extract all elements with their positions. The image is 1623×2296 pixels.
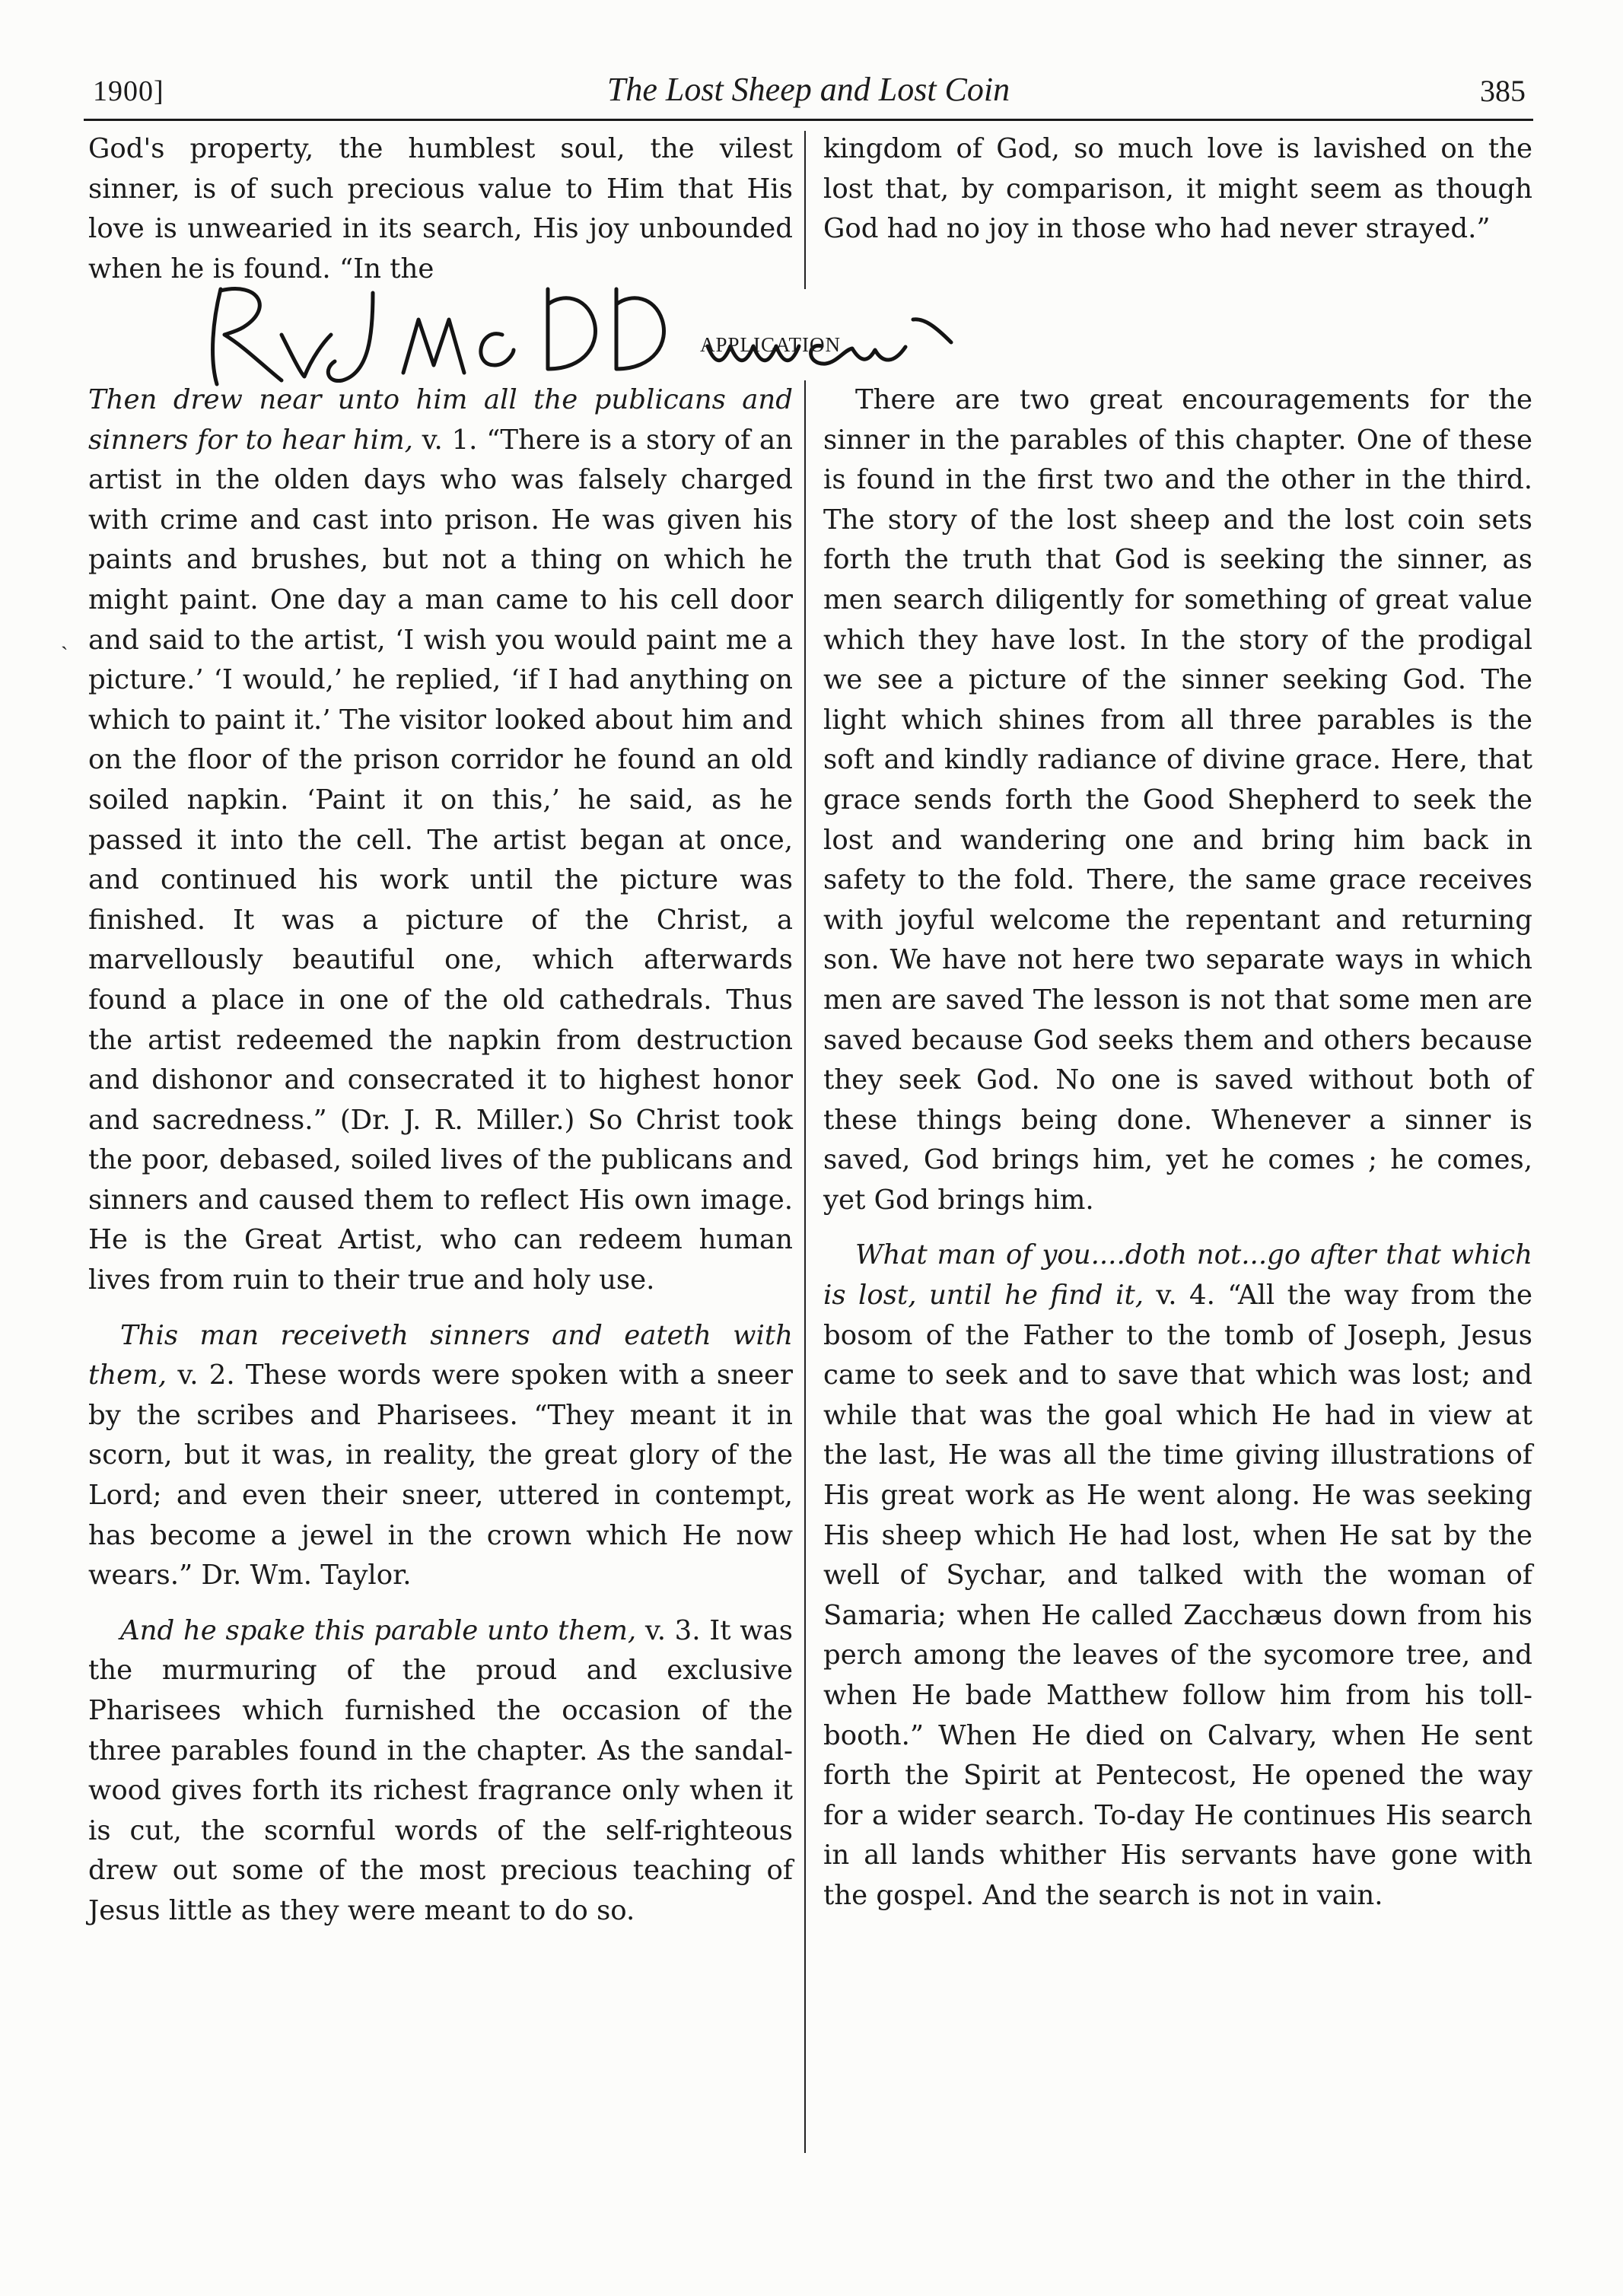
section-heading: APPLICATION bbox=[700, 333, 842, 356]
scripture-lead: This man receiveth sinners and eateth with them, bbox=[88, 1319, 793, 1391]
scripture-lead: And he spake this parable unto them, bbox=[120, 1614, 637, 1646]
paragraph-body: v. 2. These words were spoken with a sneer by the scribes and Pharisees. “They meant it in scorn, but it was, in reality, the great glory of the Lord; and even their sneer, uttered in contempt, has become a jewel in the crown which He now wears.” Dr. Wm. Taylor. bbox=[88, 1359, 793, 1592]
header-rule bbox=[84, 119, 1533, 121]
paragraph-body: v. 4. “All the way from the bosom of the Father to the tomb of Joseph, Jesus came to seek and to save that which was lost; and while that was the goal which He had in view at the last, He was all the time giving illustrations of His great work as He went along. He was seeking His sheep which He had lost, when He sat by the well of Sychar, and talked with the woman of Samaria; when He called Zacchæus down from his perch among the leaves of the sycomore tree, and when He bade Matthew follow him from his toll-booth.” When He died on Calvary, when He sent forth the Spirit at Pentecost, He opened the way for a wider search. To-day He continues His search in all lands whither His servants have gone with the gospel. And the search is not in vain. bbox=[823, 1280, 1533, 1911]
right-column bbox=[823, 380, 1532, 1916]
continuation-left bbox=[88, 129, 793, 289]
header-title: The Lost Sheep and Lost Coin bbox=[606, 71, 1010, 108]
scripture-lead: What man of you....doth not...go after that which is lost, until he find it, bbox=[823, 1239, 1532, 1312]
column-divider bbox=[804, 380, 806, 2153]
paragraph bbox=[88, 1316, 793, 1596]
paragraph bbox=[823, 1235, 1532, 1916]
paragraph bbox=[88, 1611, 793, 1932]
paragraph-body: v. 3. It was the murmuring of the proud and exclusive Pharisees which furnished the occasion of the three parables found in the chapter. As the sandal-wood gives forth its richest fragrance only when it is cut, the scornful words of the self-righteous drew out some of the most precious teaching of Jesus little as they were meant to do so. bbox=[88, 1614, 793, 1926]
continuation-right bbox=[823, 129, 1532, 250]
margin-mark: ˎ bbox=[61, 625, 68, 650]
paragraph-body: There are two great encouragements for the sinner in the parables of this chapter. One of these is found in the first two and the other in the third. The story of the lost sheep and the lost coin sets forth the truth that God is seeking the sinner, as men search diligently for something of great value which they have lost. In the story of the prodigal we see a picture of the sinner seeking God. The light which shines from all three parables is the soft and kindly radiance of divine grace. Here, that grace sends forth the Good Shepherd to seek the lost and wandering one and bring him back in safety to the fold. There, the same grace receives with joyful welcome the repentant and returning son. We have not here two separate ways in which men are saved The lesson is not that some men are saved because God seeks them and others because they seek God. No one is saved without both of these things being done. Whenever a sinner is saved, God brings him, yet he comes ; he comes, yet God brings him. bbox=[823, 384, 1532, 1216]
paragraph bbox=[88, 380, 793, 1301]
page-number: 385 bbox=[1480, 74, 1526, 108]
column-divider-top bbox=[804, 131, 806, 289]
header-year: 1900] bbox=[93, 75, 164, 107]
left-column bbox=[88, 380, 793, 1932]
continuation-right-text: kingdom of God, so much love is lavished on the lost that, by comparison, it might seem as though God had no joy in those who had never strayed.” bbox=[823, 133, 1532, 245]
scripture-lead: Then drew near unto him all the publicans and sinners for to hear him, bbox=[88, 384, 793, 456]
paragraph bbox=[823, 380, 1532, 1220]
handwritten-signature bbox=[190, 274, 966, 388]
continuation-left-text: God's property, the humblest soul, the vilest sinner, is of such precious value to Him that His love is unwearied in its search, His joy unbounded when he is found. “In the bbox=[88, 133, 793, 285]
paragraph-body: v. 1. “There is a story of an artist in the olden days who was falsely charged with crime and cast into prison. He was given his paints and brushes, but not a thing on which he might paint. One day a man came to his cell door and said to the artist, ‘I wish you would paint me a picture.’ ‘I would,’ he replied, ‘if I had anything on which to paint it.’ The visitor looked about him and on the floor of the prison corridor he found an old soiled napkin. ‘Paint it on this,’ he said, as he passed it into the cell. The artist began at once, and continued his work until the picture was finished. It was a picture of the Christ, a marvellously beautiful one, which afterwards found a place in one of the old cathedrals. Thus the artist redeemed the napkin from destruction and dishonor and consecrated it to highest honor and sacredness.” (Dr. J. R. Miller.) So Christ took the poor, debased, soiled lives of the publicans and sinners and caused them to reflect His own image. He is the Great Artist, who can redeem human lives from ruin to their true and holy use. bbox=[88, 424, 793, 1296]
running-header bbox=[84, 67, 1533, 120]
